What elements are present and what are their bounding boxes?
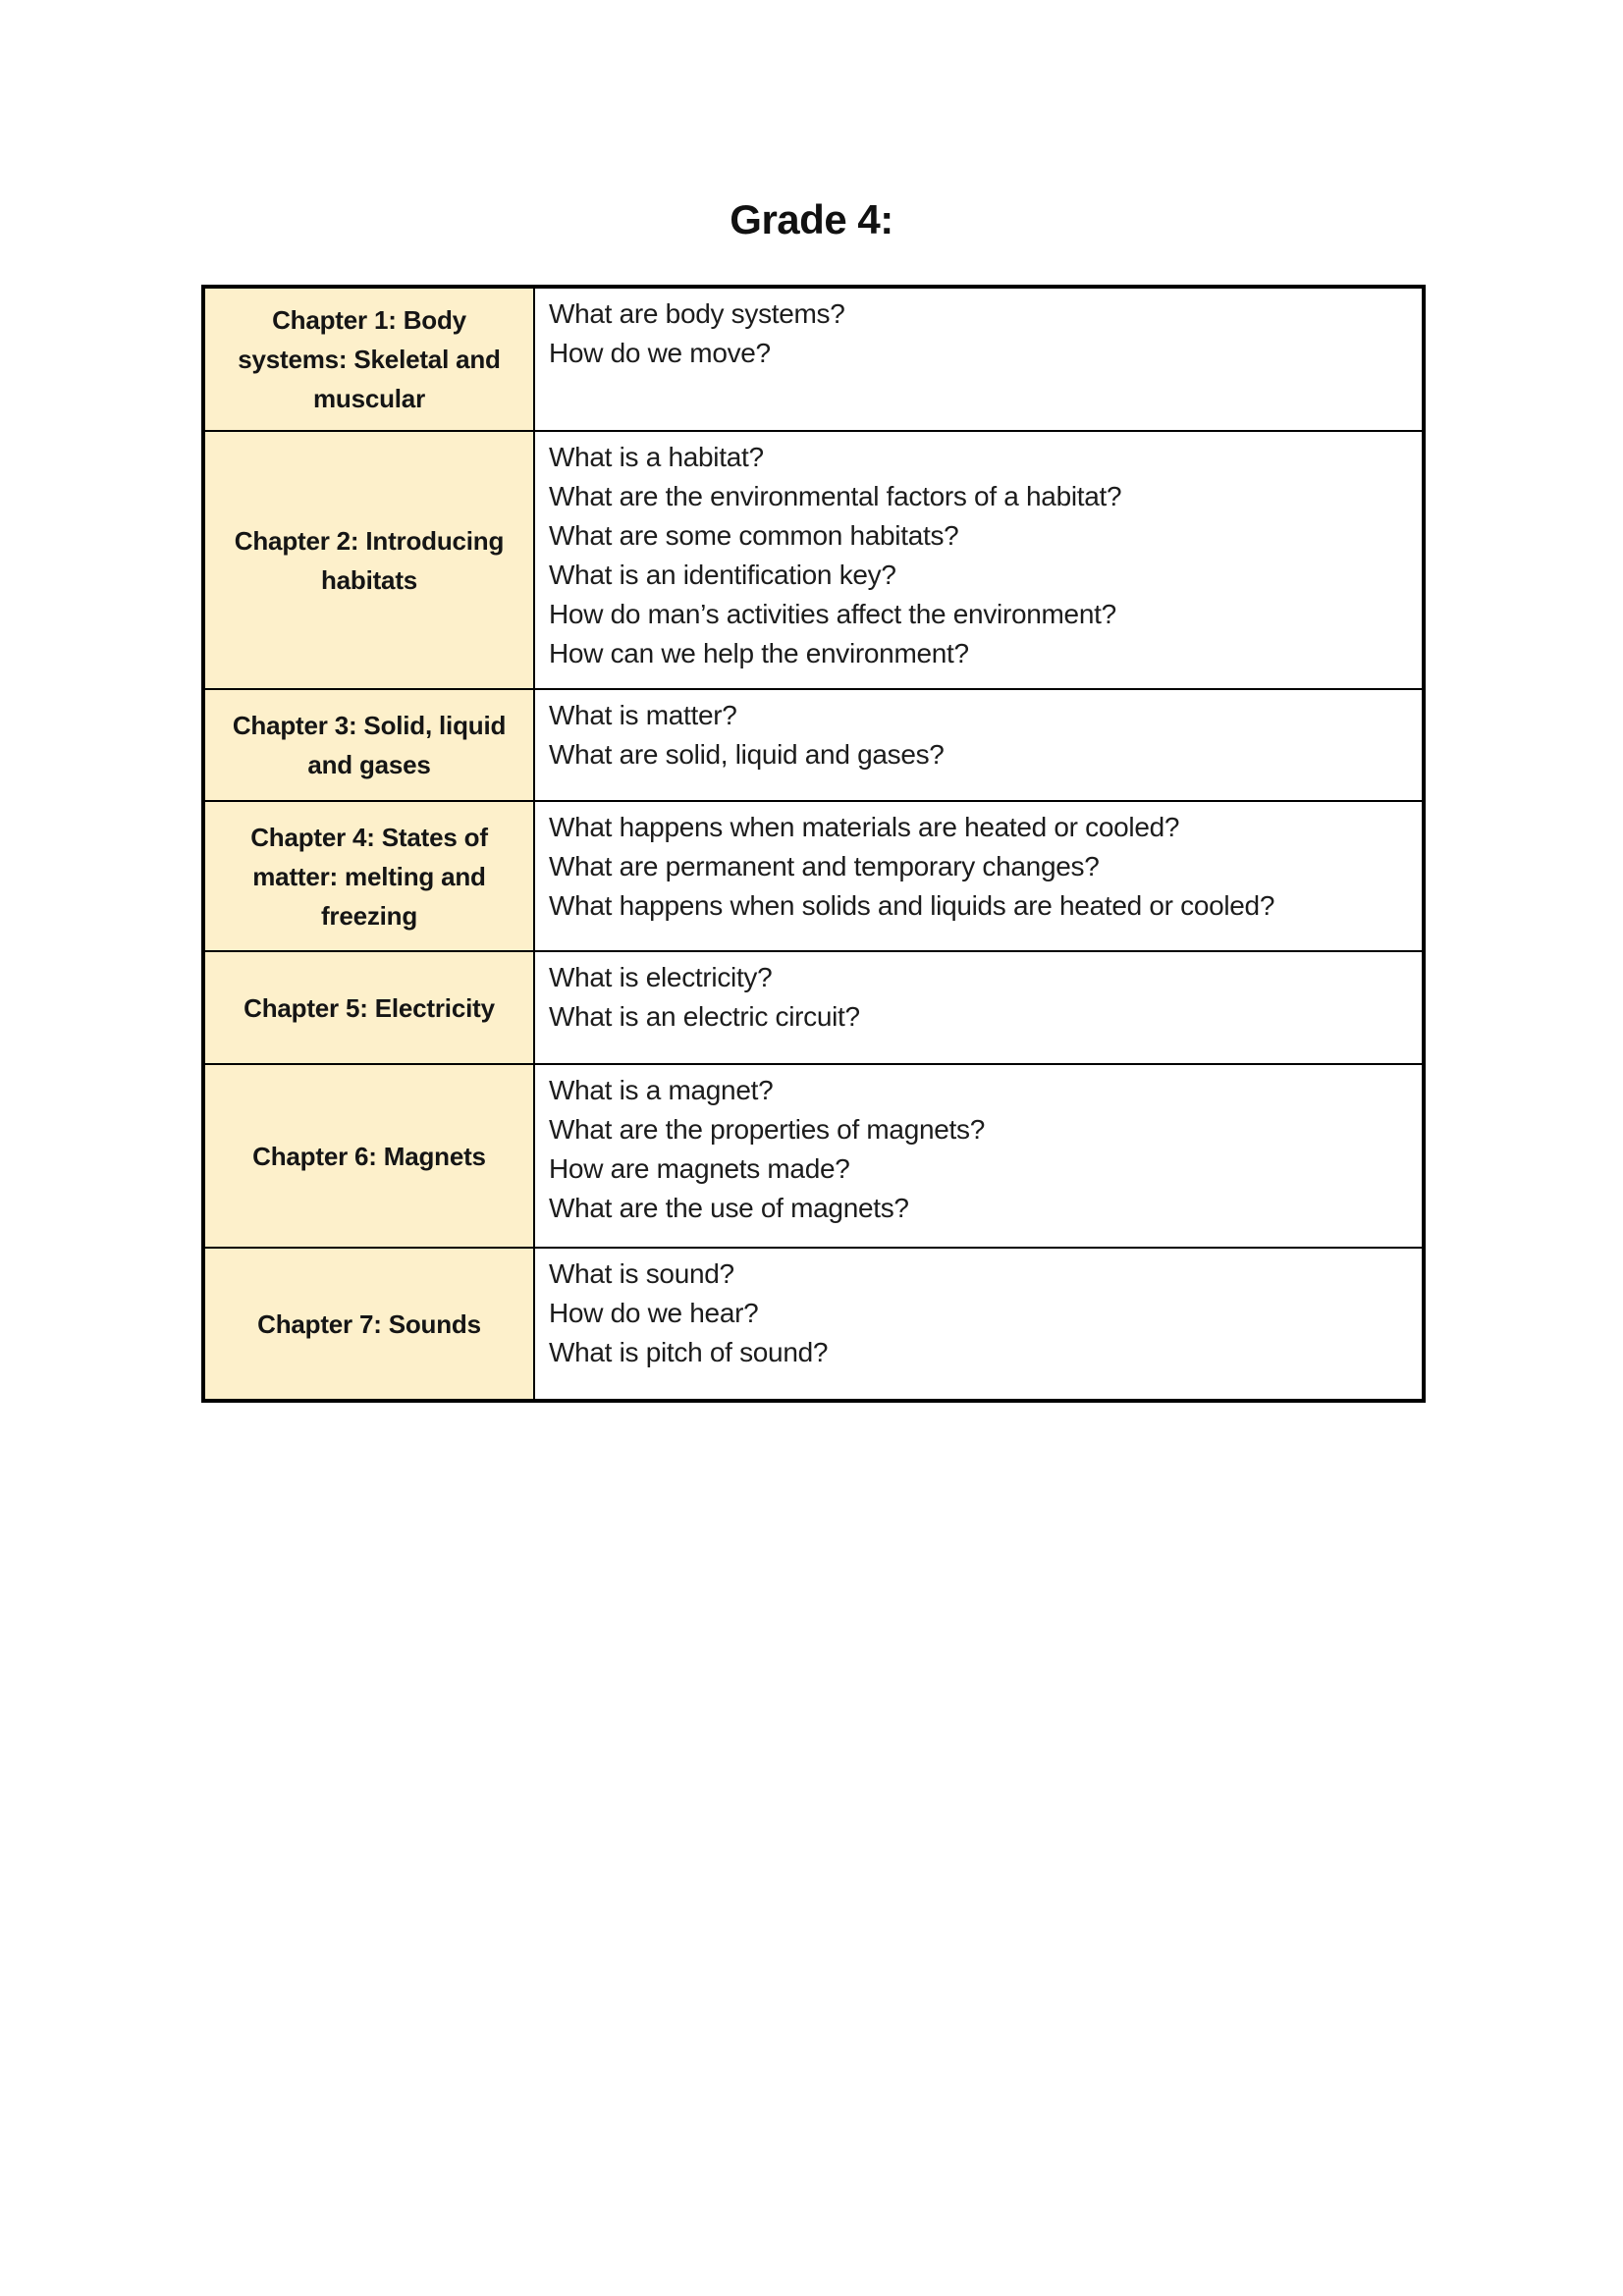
question-line: What is a magnet? (549, 1075, 774, 1105)
chapter-1-title-cell: Chapter 1: Body systems: Skeletal and muscular (203, 287, 534, 431)
question-line: What is an electric circuit? (549, 1001, 860, 1032)
question-line: How do we move? (549, 338, 771, 368)
question-line: What are body systems? (549, 298, 845, 329)
question-line: What are the properties of magnets? (549, 1114, 985, 1145)
question-line: What are some common habitats? (549, 520, 959, 551)
chapter-7-questions-cell (534, 1248, 1424, 1401)
question-line: How are magnets made? (549, 1153, 850, 1184)
chapter-1-questions-cell (534, 287, 1424, 431)
question-line: What happens when materials are heated or cooled? (549, 812, 1180, 842)
table-row-chapter-4 (203, 801, 1424, 951)
question-line: What is electricity? (549, 962, 773, 992)
grade4-syllabus-table (201, 285, 1426, 1403)
question-line: How do man’s activities affect the environment? (549, 599, 1116, 629)
question-line: What is matter? (549, 700, 737, 730)
chapter-5-questions-cell (534, 951, 1424, 1064)
table-row-chapter-6 (203, 1064, 1424, 1248)
question-line: What are solid, liquid and gases? (549, 739, 945, 770)
question-line: What are the environmental factors of a habitat? (549, 481, 1122, 511)
table-row-chapter-3 (203, 689, 1424, 801)
question-line: What is an identification key? (549, 560, 896, 590)
chapter-5-title-cell: Chapter 5: Electricity (203, 951, 534, 1064)
question-line: What are the use of magnets? (549, 1193, 909, 1223)
chapter-6-questions-cell (534, 1064, 1424, 1248)
table-row-chapter-2 (203, 431, 1424, 689)
question-line: How can we help the environment? (549, 638, 969, 668)
question-line: What is pitch of sound? (549, 1337, 829, 1367)
chapter-4-questions-cell (534, 801, 1424, 951)
question-line: What is a habitat? (549, 442, 764, 472)
chapter-3-questions-cell (534, 689, 1424, 801)
question-line: How do we hear? (549, 1298, 759, 1328)
chapter-4-title-cell: Chapter 4: States of matter: melting and freezing (203, 801, 534, 951)
question-line: What happens when solids and liquids are heated or cooled? (549, 890, 1275, 921)
table-row-chapter-5 (203, 951, 1424, 1064)
chapter-6-title-cell: Chapter 6: Magnets (203, 1064, 534, 1248)
chapter-2-questions-cell (534, 431, 1424, 689)
chapter-7-title-cell: Chapter 7: Sounds (203, 1248, 534, 1401)
question-line: What is sound? (549, 1258, 734, 1289)
table-row-chapter-7 (203, 1248, 1424, 1401)
table-row-chapter-1 (203, 287, 1424, 431)
chapter-3-title-cell: Chapter 3: Solid, liquid and gases (203, 689, 534, 801)
page-title: Grade 4: (730, 196, 893, 242)
question-line: What are permanent and temporary changes? (549, 851, 1100, 881)
chapter-2-title-cell: Chapter 2: Introducing habitats (203, 431, 534, 689)
